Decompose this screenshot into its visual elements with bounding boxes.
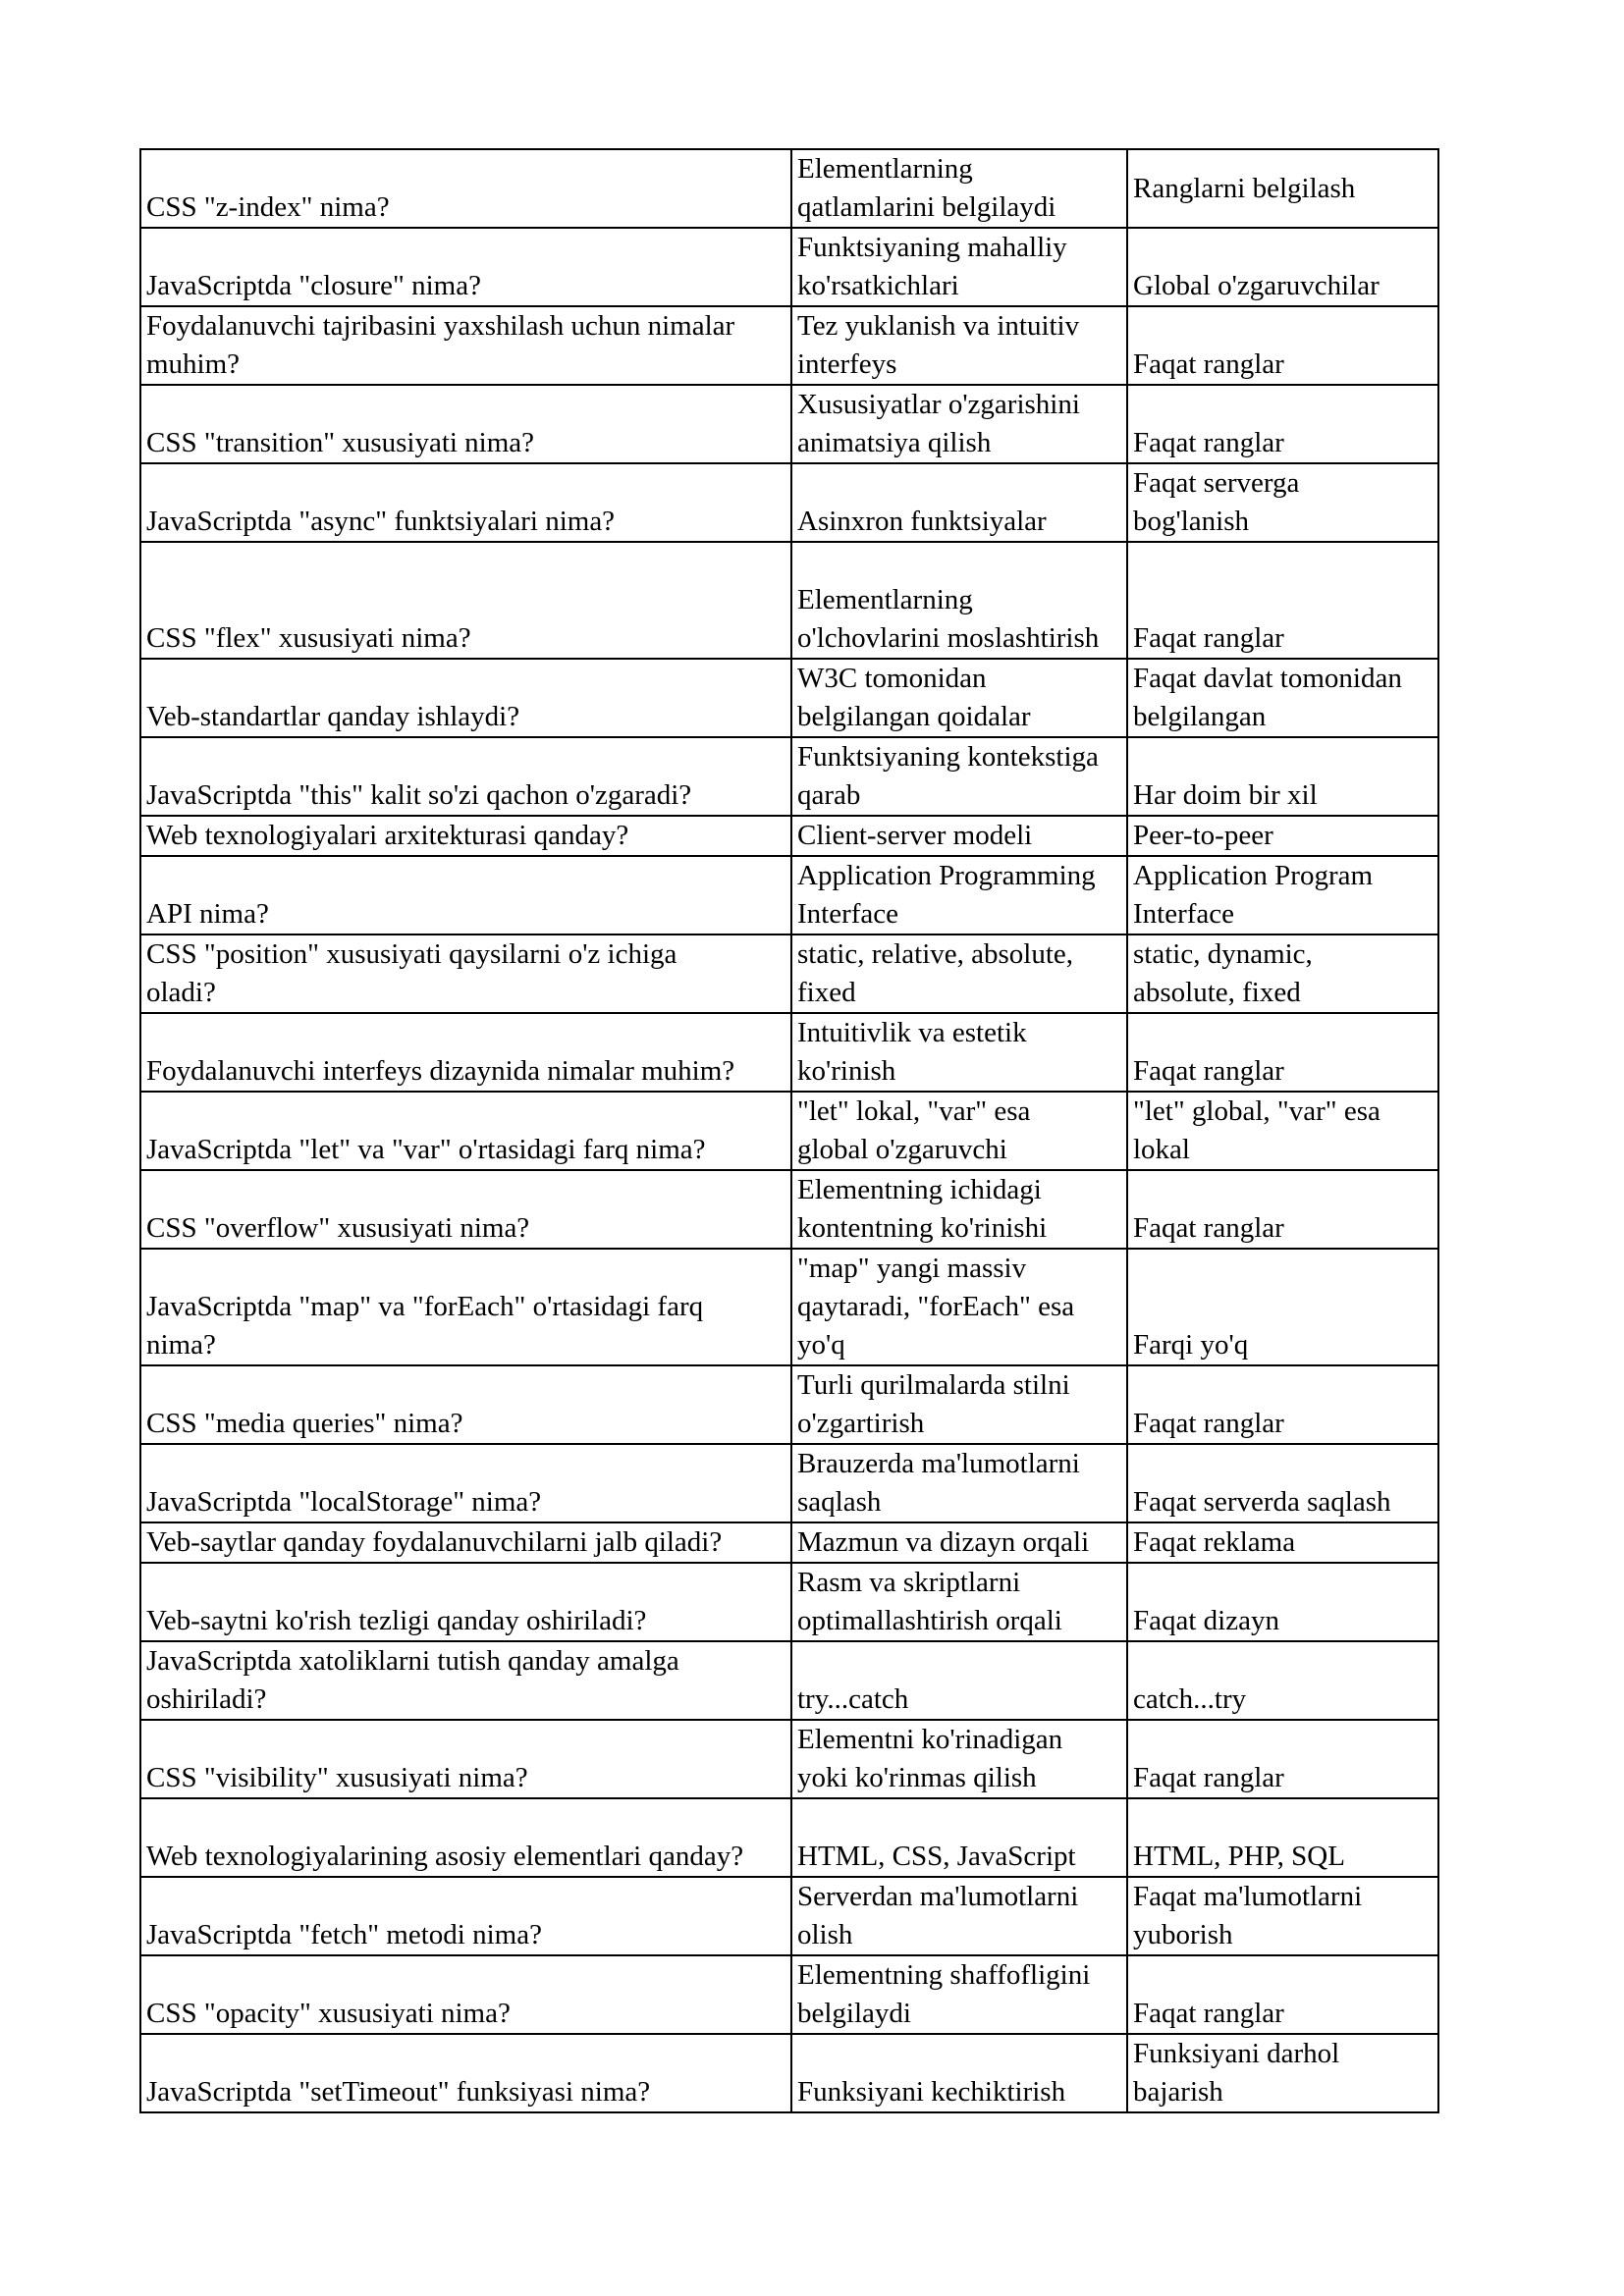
- option-cell: Faqat serverga bog'lanish: [1127, 463, 1438, 542]
- answer-cell: Elementning shaffofligini belgilaydi: [791, 1955, 1127, 2034]
- question-cell: CSS "flex" xususiyati nima?: [140, 542, 791, 659]
- question-cell: Foydalanuvchi interfeys dizaynida nimalar muhim?: [140, 1013, 791, 1092]
- table-row: [140, 2034, 1438, 2112]
- answer-cell: Funktsiyaning kontekstiga qarab: [791, 737, 1127, 816]
- answer-cell: Mazmun va dizayn orqali: [791, 1522, 1127, 1563]
- table-row: [140, 1955, 1438, 2034]
- table-row: [140, 737, 1438, 816]
- question-cell: CSS "media queries" nima?: [140, 1365, 791, 1444]
- question-cell: JavaScriptda "async" funktsiyalari nima?: [140, 463, 791, 542]
- table-row: [140, 1444, 1438, 1522]
- option-cell: Faqat reklama: [1127, 1522, 1438, 1563]
- question-cell: JavaScriptda "fetch" metodi nima?: [140, 1877, 791, 1955]
- option-cell: Faqat dizayn: [1127, 1563, 1438, 1641]
- question-cell: JavaScriptda "this" kalit so'zi qachon o'zgaradi?: [140, 737, 791, 816]
- option-cell: Faqat ranglar: [1127, 385, 1438, 463]
- table-row: [140, 1641, 1438, 1720]
- table-row: [140, 1522, 1438, 1563]
- table-row: [140, 1170, 1438, 1249]
- question-cell: API nima?: [140, 856, 791, 934]
- option-cell: Faqat ma'lumotlarni yuborish: [1127, 1877, 1438, 1955]
- question-cell: CSS "transition" xususiyati nima?: [140, 385, 791, 463]
- question-cell: JavaScriptda "closure" nima?: [140, 228, 791, 306]
- answer-cell: Funksiyani kechiktirish: [791, 2034, 1127, 2112]
- question-cell: Veb-standartlar qanday ishlaydi?: [140, 659, 791, 737]
- question-cell: Veb-saytni ko'rish tezligi qanday oshiriladi?: [140, 1563, 791, 1641]
- option-cell: Faqat ranglar: [1127, 1013, 1438, 1092]
- answer-cell: try...catch: [791, 1641, 1127, 1720]
- table-row: [140, 1365, 1438, 1444]
- question-cell: JavaScriptda "let" va "var" o'rtasidagi farq nima?: [140, 1092, 791, 1170]
- table-row: [140, 1249, 1438, 1365]
- option-cell: catch...try: [1127, 1641, 1438, 1720]
- question-cell: Foydalanuvchi tajribasini yaxshilash uchun nimalar muhim?: [140, 306, 791, 385]
- question-cell: JavaScriptda "setTimeout" funksiyasi nima?: [140, 2034, 791, 2112]
- option-cell: Faqat ranglar: [1127, 306, 1438, 385]
- answer-cell: static, relative, absolute, fixed: [791, 934, 1127, 1013]
- question-cell: CSS "opacity" xususiyati nima?: [140, 1955, 791, 2034]
- question-cell: JavaScriptda xatoliklarni tutish qanday amalga oshiriladi?: [140, 1641, 791, 1720]
- option-cell: "let" global, "var" esa lokal: [1127, 1092, 1438, 1170]
- answer-cell: "map" yangi massiv qaytaradi, "forEach" esa yo'q: [791, 1249, 1127, 1365]
- table-row: [140, 659, 1438, 737]
- answer-cell: Asinxron funktsiyalar: [791, 463, 1127, 542]
- table-row: [140, 385, 1438, 463]
- answer-cell: Tez yuklanish va intuitiv interfeys: [791, 306, 1127, 385]
- answer-cell: Rasm va skriptlarni optimallashtirish orqali: [791, 1563, 1127, 1641]
- option-cell: Faqat ranglar: [1127, 1170, 1438, 1249]
- table-row: [140, 1877, 1438, 1955]
- option-cell: Faqat ranglar: [1127, 1720, 1438, 1798]
- answer-cell: Brauzerda ma'lumotlarni saqlash: [791, 1444, 1127, 1522]
- question-cell: CSS "overflow" xususiyati nima?: [140, 1170, 791, 1249]
- table-row: [140, 1798, 1438, 1877]
- table-row: [140, 816, 1438, 856]
- question-cell: Veb-saytlar qanday foydalanuvchilarni jalb qiladi?: [140, 1522, 791, 1563]
- table-row: [140, 1563, 1438, 1641]
- question-cell: CSS "position" xususiyati qaysilarni o'z ichiga oladi?: [140, 934, 791, 1013]
- question-cell: JavaScriptda "localStorage" nima?: [140, 1444, 791, 1522]
- answer-cell: Funktsiyaning mahalliy ko'rsatkichlari: [791, 228, 1127, 306]
- question-cell: JavaScriptda "map" va "forEach" o'rtasidagi farq nima?: [140, 1249, 791, 1365]
- option-cell: Faqat serverda saqlash: [1127, 1444, 1438, 1522]
- table-row: [140, 934, 1438, 1013]
- question-cell: CSS "z-index" nima?: [140, 149, 791, 228]
- question-cell: Web texnologiyalarining asosiy elementlari qanday?: [140, 1798, 791, 1877]
- option-cell: HTML, PHP, SQL: [1127, 1798, 1438, 1877]
- answer-cell: W3C tomonidan belgilangan qoidalar: [791, 659, 1127, 737]
- option-cell: Faqat ranglar: [1127, 1365, 1438, 1444]
- answer-cell: Application Programming Interface: [791, 856, 1127, 934]
- option-cell: Farqi yo'q: [1127, 1249, 1438, 1365]
- table-row: [140, 463, 1438, 542]
- answer-cell: Xususiyatlar o'zgarishini animatsiya qilish: [791, 385, 1127, 463]
- question-cell: CSS "visibility" xususiyati nima?: [140, 1720, 791, 1798]
- answer-cell: "let" lokal, "var" esa global o'zgaruvchi: [791, 1092, 1127, 1170]
- answer-cell: Client-server modeli: [791, 816, 1127, 856]
- option-cell: Faqat ranglar: [1127, 1955, 1438, 2034]
- table-row: [140, 542, 1438, 659]
- table-row: [140, 228, 1438, 306]
- answer-cell: Serverdan ma'lumotlarni olish: [791, 1877, 1127, 1955]
- table-row: [140, 1720, 1438, 1798]
- table-row: [140, 1013, 1438, 1092]
- option-cell: static, dynamic, absolute, fixed: [1127, 934, 1438, 1013]
- option-cell: Faqat davlat tomonidan belgilangan: [1127, 659, 1438, 737]
- option-cell: Har doim bir xil: [1127, 737, 1438, 816]
- quiz-table-body: [140, 149, 1438, 2112]
- table-row: [140, 856, 1438, 934]
- answer-cell: Intuitivlik va estetik ko'rinish: [791, 1013, 1127, 1092]
- option-cell: Global o'zgaruvchilar: [1127, 228, 1438, 306]
- answer-cell: HTML, CSS, JavaScript: [791, 1798, 1127, 1877]
- answer-cell: Elementning ichidagi kontentning ko'rinishi: [791, 1170, 1127, 1249]
- table-row: [140, 149, 1438, 228]
- table-row: [140, 306, 1438, 385]
- question-cell: Web texnologiyalari arxitekturasi qanday?: [140, 816, 791, 856]
- option-cell: Funksiyani darhol bajarish: [1127, 2034, 1438, 2112]
- answer-cell: Elementlarning o'lchovlarini moslashtirish: [791, 542, 1127, 659]
- option-cell: Peer-to-peer: [1127, 816, 1438, 856]
- table-row: [140, 1092, 1438, 1170]
- quiz-table: [139, 148, 1439, 2113]
- answer-cell: Elementni ko'rinadigan yoki ko'rinmas qilish: [791, 1720, 1127, 1798]
- option-cell: Faqat ranglar: [1127, 542, 1438, 659]
- answer-cell: Turli qurilmalarda stilni o'zgartirish: [791, 1365, 1127, 1444]
- option-cell: Ranglarni belgilash: [1127, 149, 1438, 228]
- answer-cell: Elementlarning qatlamlarini belgilaydi: [791, 149, 1127, 228]
- option-cell: Application Program Interface: [1127, 856, 1438, 934]
